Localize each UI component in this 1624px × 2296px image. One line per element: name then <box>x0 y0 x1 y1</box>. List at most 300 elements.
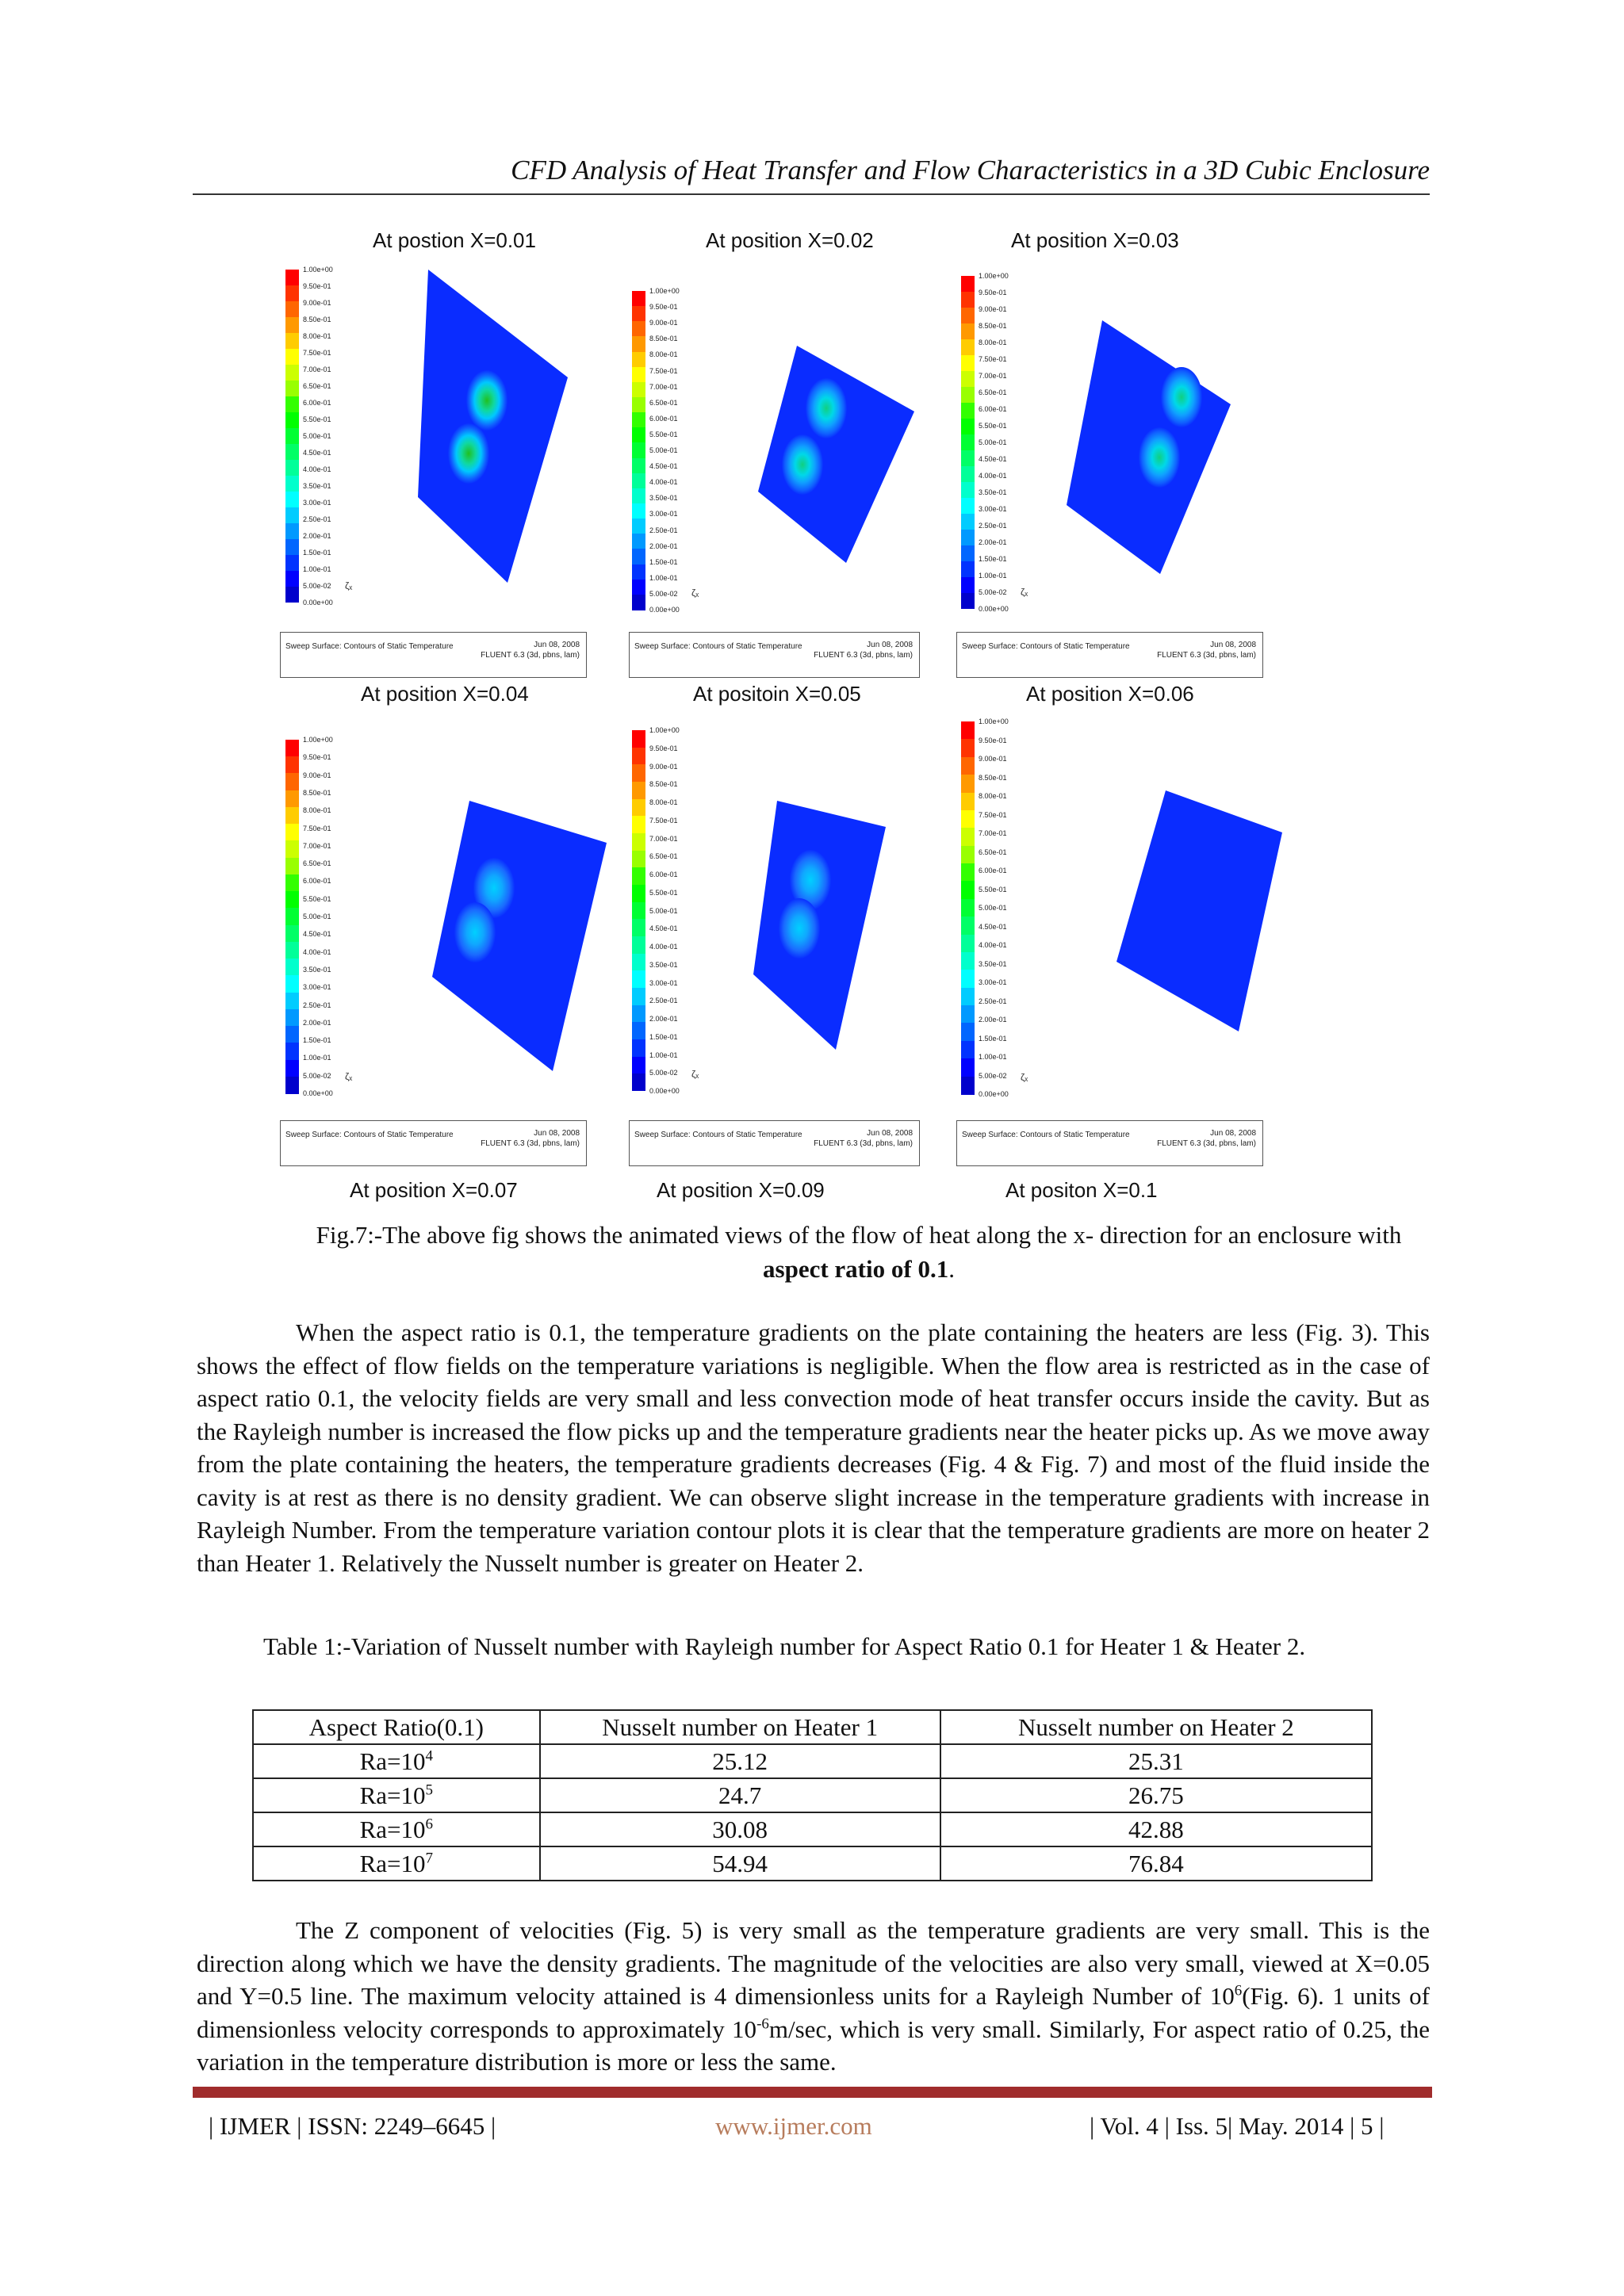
colorbar-segment <box>285 555 299 571</box>
table-row <box>253 1846 1372 1881</box>
colorbar-segment <box>632 519 645 534</box>
colorbar-segment <box>285 301 299 317</box>
colorbar-tick-label: 9.00e-01 <box>979 305 1007 313</box>
colorbar-tick-label: 5.00e-01 <box>303 913 331 920</box>
heater-hotspot <box>1161 367 1202 427</box>
colorbar-segment <box>961 1023 975 1041</box>
colorbar-tick-label: 9.50e-01 <box>979 289 1007 297</box>
colorbar-segment <box>632 352 645 368</box>
colorbar-segment <box>632 782 645 799</box>
colorbar-tick-label: 4.00e-01 <box>979 472 1007 480</box>
colorbar-tick-label: 1.00e-01 <box>649 1050 678 1059</box>
colorbar-tick-label: 6.00e-01 <box>303 399 331 407</box>
footer-journal: | IJMER | ISSN: 2249–6645 | <box>209 2112 496 2140</box>
colorbar-segment <box>632 564 645 580</box>
colorbar-tick-label: 5.50e-01 <box>649 888 678 897</box>
colorbar-segment <box>632 851 645 868</box>
colorbar-segment <box>961 1077 975 1095</box>
colorbar-tick-label: 1.00e+00 <box>649 726 680 734</box>
info-solver: FLUENT 6.3 (3d, pbns, lam) <box>814 651 913 660</box>
colorbar-tick-label: 5.50e-01 <box>303 894 331 903</box>
panel-position-label: At positoin X=0.05 <box>693 682 861 706</box>
heater-hotspot <box>466 370 508 430</box>
colorbar-segment <box>961 355 975 371</box>
colorbar-tick-label: 9.00e-01 <box>979 755 1007 763</box>
colorbar-segment <box>285 365 299 381</box>
caption-text: Fig.7:-The above fig shows the animated views of the flow of heat along the x- direction for an enclosure with <box>316 1221 1402 1249</box>
panel-position-label: At position X=0.07 <box>350 1178 518 1202</box>
colorbar-segment <box>285 756 299 774</box>
colorbar-segment <box>632 534 645 549</box>
colorbar-segment <box>632 595 645 610</box>
colorbar-segment <box>285 460 299 476</box>
colorbar-segment <box>632 291 645 307</box>
colorbar-segment <box>961 935 975 953</box>
colorbar-tick-label: 3.00e-01 <box>303 499 331 507</box>
caption-bold: aspect ratio of 0.1 <box>763 1255 949 1283</box>
colorbar-segment <box>961 828 975 846</box>
colorbar <box>961 721 975 1094</box>
colorbar-segment <box>632 306 645 322</box>
colorbar-segment <box>285 1077 299 1094</box>
colorbar-segment <box>632 764 645 782</box>
colorbar-tick-label: 5.00e-01 <box>649 446 678 454</box>
table-cell-ra <box>253 1812 540 1846</box>
fluent-info-box <box>956 1120 1263 1166</box>
colorbar-tick-label: 6.00e-01 <box>649 414 678 423</box>
colorbar-tick-label: 4.50e-01 <box>649 462 678 471</box>
panel-position-label: At position X=0.04 <box>361 682 529 706</box>
colorbar-segment <box>632 503 645 519</box>
colorbar-tick-label: 6.50e-01 <box>303 859 331 868</box>
colorbar-tick-label: 2.00e-01 <box>303 1018 331 1027</box>
paragraph-2-part-b: (Fig. 6). 1 units of dimensionless velocity corresponds to approximately 10 <box>197 1982 1430 2043</box>
colorbar-tick-label: 8.50e-01 <box>979 322 1007 330</box>
colorbar-tick-label: 6.00e-01 <box>649 871 678 878</box>
colorbar-segment <box>961 450 975 466</box>
info-date: Jun 08, 2008 <box>867 1129 913 1138</box>
colorbar-tick-label: 1.50e-01 <box>649 557 678 566</box>
colorbar-segment <box>961 863 975 882</box>
colorbar-tick-label: 3.50e-01 <box>979 959 1007 968</box>
colorbar-tick-label: 7.00e-01 <box>979 829 1007 837</box>
ra-base: Ra=10 <box>359 1850 426 1877</box>
colorbar-tick-label: 1.00e+00 <box>649 287 680 295</box>
colorbar-tick-label: 5.00e-01 <box>979 904 1007 912</box>
colorbar-tick-label: 8.00e-01 <box>979 339 1007 346</box>
colorbar-segment <box>285 975 299 993</box>
nusselt-table <box>252 1709 1373 1881</box>
colorbar-segment <box>285 891 299 909</box>
colorbar-tick-label: 1.00e+00 <box>979 272 1009 280</box>
colorbar-segment <box>961 482 975 498</box>
colorbar-tick-label: 2.00e-01 <box>303 532 331 540</box>
colorbar-tick-label: 7.00e-01 <box>649 834 678 843</box>
colorbar-tick-label: 7.00e-01 <box>303 365 331 373</box>
table-cell-heater1: 54.94 <box>540 1846 940 1881</box>
colorbar-segment <box>285 381 299 396</box>
colorbar-tick-label: 4.00e-01 <box>649 943 678 951</box>
heater-hotspot <box>779 898 820 959</box>
colorbar-segment <box>961 419 975 434</box>
fluent-info-box <box>280 1120 587 1166</box>
colorbar <box>961 276 975 609</box>
colorbar-tick-label: 5.00e-02 <box>303 1071 331 1080</box>
colorbar-segment <box>961 1041 975 1059</box>
ra-exponent: 5 <box>425 1781 433 1799</box>
colorbar-segment <box>632 919 645 936</box>
colorbar-segment <box>285 539 299 555</box>
colorbar-tick-label: 2.00e-01 <box>979 1016 1007 1024</box>
colorbar-segment <box>632 1073 645 1091</box>
enclosure-plate <box>758 346 914 563</box>
colorbar-segment <box>961 530 975 545</box>
colorbar-segment <box>961 793 975 811</box>
colorbar-tick-label: 2.50e-01 <box>303 515 331 523</box>
colorbar-segment <box>632 970 645 988</box>
colorbar-segment <box>285 942 299 959</box>
colorbar-segment <box>285 840 299 858</box>
table-cell-heater2: 76.84 <box>940 1846 1372 1881</box>
colorbar-segment <box>961 1005 975 1024</box>
ra-exponent: 7 <box>425 1850 433 1867</box>
colorbar-tick-label: 1.50e-01 <box>303 549 331 557</box>
table-cell-heater2: 42.88 <box>940 1812 1372 1846</box>
colorbar-segment <box>632 488 645 504</box>
panel-position-label: At postion X=0.01 <box>373 228 536 252</box>
colorbar-tick-label: 7.00e-01 <box>303 841 331 850</box>
colorbar-tick-label: 1.50e-01 <box>303 1036 331 1045</box>
ra-base: Ra=10 <box>359 1781 426 1809</box>
colorbar-tick-label: 4.00e-01 <box>979 941 1007 949</box>
table-cell-heater1: 30.08 <box>540 1812 940 1846</box>
colorbar-tick-label: 0.00e+00 <box>979 1090 1009 1098</box>
fluent-info-box <box>629 1120 920 1166</box>
table-header-cell: Nusselt number on Heater 2 <box>940 1710 1372 1744</box>
colorbar-segment <box>285 925 299 943</box>
colorbar-tick-label: 6.50e-01 <box>649 852 678 861</box>
figure-caption <box>284 1218 1434 1286</box>
info-date: Jun 08, 2008 <box>534 641 580 649</box>
colorbar-tick-label: 7.50e-01 <box>303 824 331 832</box>
colorbar-segment <box>632 885 645 902</box>
colorbar-segment <box>961 323 975 339</box>
info-surface-label: Sweep Surface: Contours of Static Temperature <box>634 1131 802 1139</box>
panel-position-label: At position X=0.03 <box>1011 228 1179 252</box>
colorbar-segment <box>632 902 645 920</box>
colorbar-segment <box>961 387 975 403</box>
colorbar-segment <box>632 1057 645 1074</box>
colorbar-tick-label: 7.50e-01 <box>649 816 678 825</box>
colorbar-tick-label: 5.50e-01 <box>979 885 1007 894</box>
info-surface-label: Sweep Surface: Contours of Static Temperature <box>285 1131 454 1139</box>
colorbar-segment <box>961 970 975 988</box>
heater-hotspot <box>454 902 496 962</box>
info-surface-label: Sweep Surface: Contours of Static Temperature <box>634 642 802 651</box>
colorbar-tick-label: 0.00e+00 <box>649 606 680 614</box>
colorbar-segment <box>961 292 975 308</box>
colorbar-segment <box>632 1005 645 1023</box>
colorbar-segment <box>285 1026 299 1043</box>
colorbar-segment <box>632 458 645 474</box>
colorbar-tick-label: 6.50e-01 <box>303 382 331 390</box>
colorbar-segment <box>285 523 299 539</box>
colorbar-tick-label: 3.50e-01 <box>649 960 678 969</box>
colorbar-segment <box>632 321 645 337</box>
colorbar-tick-label: 9.50e-01 <box>979 736 1007 744</box>
fluent-info-box <box>280 632 587 678</box>
heater-hotspot <box>790 850 831 910</box>
colorbar-tick-label: 5.00e-02 <box>649 1069 678 1077</box>
info-solver: FLUENT 6.3 (3d, pbns, lam) <box>481 651 580 660</box>
colorbar-tick-label: 9.00e-01 <box>649 762 678 771</box>
colorbar-tick-label: 1.00e+00 <box>303 266 333 274</box>
colorbar-tick-label: 3.50e-01 <box>979 488 1007 496</box>
info-surface-label: Sweep Surface: Contours of Static Temperature <box>962 1131 1130 1139</box>
axis-triad-icon: ζₓ <box>691 1069 699 1080</box>
colorbar-segment <box>961 881 975 899</box>
colorbar-tick-label: 8.00e-01 <box>979 792 1007 800</box>
colorbar-tick-label: 3.50e-01 <box>303 482 331 490</box>
colorbar-tick-label: 6.50e-01 <box>649 398 678 407</box>
caption-end: . <box>948 1255 955 1283</box>
colorbar-tick-label: 9.50e-01 <box>649 744 678 752</box>
colorbar-segment <box>961 308 975 323</box>
colorbar-segment <box>285 858 299 875</box>
header-rule <box>193 193 1430 195</box>
colorbar-tick-label: 2.00e-01 <box>649 1015 678 1023</box>
colorbar-segment <box>961 846 975 864</box>
info-solver: FLUENT 6.3 (3d, pbns, lam) <box>1157 651 1256 660</box>
heater-hotspot <box>473 858 515 918</box>
colorbar-segment <box>632 988 645 1005</box>
colorbar-tick-label: 1.00e-01 <box>649 573 678 582</box>
table-cell-ra <box>253 1744 540 1778</box>
colorbar-tick-label: 9.50e-01 <box>303 282 331 290</box>
colorbar-tick-label: 6.50e-01 <box>979 848 1007 856</box>
colorbar-tick-label: 1.00e-01 <box>979 1053 1007 1061</box>
colorbar-tick-label: 5.00e-01 <box>979 438 1007 446</box>
enclosure-plate <box>1116 790 1282 1031</box>
colorbar-tick-label: 2.50e-01 <box>649 526 678 534</box>
colorbar-segment <box>632 748 645 765</box>
table-cell-heater1: 24.7 <box>540 1778 940 1812</box>
colorbar-tick-label: 3.50e-01 <box>649 494 678 503</box>
colorbar-tick-label: 7.00e-01 <box>979 372 1007 380</box>
table-row <box>253 1778 1372 1812</box>
colorbar-tick-label: 8.00e-01 <box>649 798 678 806</box>
colorbar-segment <box>961 434 975 450</box>
colorbar-segment <box>961 545 975 561</box>
colorbar-segment <box>632 833 645 851</box>
colorbar-tick-label: 0.00e+00 <box>303 599 333 607</box>
table-row <box>253 1812 1372 1846</box>
info-solver: FLUENT 6.3 (3d, pbns, lam) <box>1157 1139 1256 1148</box>
colorbar <box>632 291 645 610</box>
colorbar-segment <box>632 954 645 971</box>
colorbar-tick-label: 1.00e-01 <box>979 572 1007 580</box>
colorbar-tick-label: 8.50e-01 <box>649 335 678 343</box>
table-cell-heater1: 25.12 <box>540 1744 940 1778</box>
enclosure-plate <box>432 801 607 1071</box>
colorbar-tick-label: 8.50e-01 <box>979 773 1007 782</box>
colorbar-tick-label: 3.00e-01 <box>979 505 1007 513</box>
colorbar-tick-label: 0.00e+00 <box>303 1089 333 1097</box>
colorbar <box>285 740 299 1093</box>
colorbar-tick-label: 1.00e+00 <box>979 718 1009 725</box>
colorbar-segment <box>285 807 299 825</box>
colorbar-tick-label: 5.00e-01 <box>649 906 678 915</box>
colorbar-segment <box>285 824 299 841</box>
colorbar-tick-label: 7.00e-01 <box>649 382 678 391</box>
colorbar-tick-label: 2.00e-01 <box>649 541 678 550</box>
colorbar-tick-label: 1.00e-01 <box>303 565 331 573</box>
colorbar-tick-label: 1.00e+00 <box>303 736 333 744</box>
colorbar-tick-label: 4.50e-01 <box>303 930 331 939</box>
colorbar-segment <box>285 333 299 349</box>
table-row <box>253 1744 1372 1778</box>
colorbar-segment <box>285 476 299 492</box>
axis-triad-icon: ζₓ <box>345 580 353 591</box>
colorbar-tick-label: 9.00e-01 <box>303 771 331 779</box>
colorbar-segment <box>961 276 975 292</box>
colorbar-segment <box>632 382 645 398</box>
colorbar-segment <box>961 916 975 935</box>
colorbar-segment <box>961 988 975 1006</box>
colorbar-segment <box>285 396 299 412</box>
colorbar-segment <box>961 810 975 828</box>
colorbar-segment <box>285 993 299 1010</box>
info-date: Jun 08, 2008 <box>867 641 913 649</box>
axis-triad-icon: ζₓ <box>1021 1072 1028 1083</box>
exponent-minus-6: -6 <box>756 2015 769 2033</box>
colorbar-tick-label: 6.00e-01 <box>303 877 331 886</box>
colorbar-tick-label: 2.50e-01 <box>303 1001 331 1009</box>
table-header-cell: Nusselt number on Heater 1 <box>540 1710 940 1744</box>
colorbar-segment <box>285 587 299 603</box>
panel-position-label: At positon X=0.1 <box>1005 1178 1158 1202</box>
info-surface-label: Sweep Surface: Contours of Static Temperature <box>962 642 1130 651</box>
colorbar-segment <box>285 773 299 790</box>
colorbar-tick-label: 8.00e-01 <box>303 332 331 340</box>
colorbar-tick-label: 1.50e-01 <box>649 1032 678 1041</box>
colorbar-tick-label: 9.00e-01 <box>649 319 678 327</box>
colorbar-segment <box>285 317 299 333</box>
colorbar-segment <box>961 561 975 577</box>
colorbar-segment <box>961 514 975 530</box>
colorbar-tick-label: 0.00e+00 <box>979 605 1009 613</box>
table-header-row <box>253 1710 1372 1744</box>
info-surface-label: Sweep Surface: Contours of Static Temperature <box>285 642 454 651</box>
enclosure-plate <box>1067 320 1231 574</box>
colorbar-tick-label: 4.00e-01 <box>303 947 331 956</box>
colorbar-segment <box>961 371 975 387</box>
footer-url-link[interactable]: www.ijmer.com <box>715 2112 872 2140</box>
panel-position-label: At position X=0.06 <box>1026 682 1194 706</box>
heater-hotspot <box>806 378 847 438</box>
colorbar-tick-label: 8.00e-01 <box>649 350 678 359</box>
colorbar-segment <box>285 349 299 365</box>
colorbar-tick-label: 2.50e-01 <box>649 997 678 1005</box>
colorbar-segment <box>632 730 645 748</box>
colorbar-tick-label: 1.50e-01 <box>979 1034 1007 1043</box>
colorbar-segment <box>632 412 645 428</box>
colorbar-tick-label: 5.00e-01 <box>303 432 331 440</box>
heater-hotspot <box>448 423 489 484</box>
colorbar-segment <box>285 959 299 976</box>
colorbar-tick-label: 2.50e-01 <box>979 997 1007 1005</box>
info-date: Jun 08, 2008 <box>534 1129 580 1138</box>
colorbar-tick-label: 9.50e-01 <box>303 753 331 762</box>
running-header: CFD Analysis of Heat Transfer and Flow Characteristics in a 3D Cubic Enclosure <box>511 155 1430 186</box>
colorbar-tick-label: 4.50e-01 <box>649 924 678 933</box>
colorbar-tick-label: 3.50e-01 <box>303 965 331 974</box>
axis-triad-icon: ζₓ <box>691 587 699 599</box>
colorbar-segment <box>285 790 299 808</box>
colorbar-segment <box>285 1043 299 1060</box>
table-header-cell: Aspect Ratio(0.1) <box>253 1710 540 1744</box>
colorbar-tick-label: 4.50e-01 <box>979 455 1007 463</box>
axis-triad-icon: ζₓ <box>1021 587 1028 598</box>
colorbar-tick-label: 1.00e-01 <box>303 1054 331 1062</box>
colorbar-segment <box>961 339 975 355</box>
colorbar-tick-label: 5.50e-01 <box>979 422 1007 430</box>
table-cell-ra <box>253 1846 540 1881</box>
colorbar-tick-label: 6.00e-01 <box>979 405 1007 413</box>
colorbar-segment <box>961 775 975 793</box>
colorbar-segment <box>632 336 645 352</box>
colorbar-segment <box>285 428 299 444</box>
colorbar-tick-label: 4.00e-01 <box>303 465 331 473</box>
colorbar-tick-label: 5.50e-01 <box>649 430 678 438</box>
colorbar-segment <box>632 549 645 564</box>
colorbar-segment <box>632 442 645 458</box>
enclosure-plate <box>418 270 568 583</box>
colorbar-tick-label: 8.50e-01 <box>303 316 331 323</box>
colorbar-segment <box>961 577 975 593</box>
colorbar-segment <box>961 739 975 757</box>
paragraph-2-part-a: The Z component of velocities (Fig. 5) is very small as the temperature gradients are very small. This is the direction along which we have the density gradients. The magnitude of the velocities are also very small, viewed at X=0.05 and Y=0.5 line. The maximum velocity attained is 4 dimensionless units for a Rayleigh Number of 10 <box>197 1916 1430 2010</box>
colorbar-segment <box>285 1009 299 1027</box>
colorbar-tick-label: 6.00e-01 <box>979 867 1007 874</box>
colorbar-segment <box>961 466 975 482</box>
colorbar-segment <box>961 403 975 419</box>
footer-bar <box>193 2087 1432 2098</box>
enclosure-plate <box>753 801 886 1050</box>
colorbar-segment <box>632 936 645 954</box>
colorbar-segment <box>285 412 299 428</box>
colorbar-segment <box>632 816 645 833</box>
colorbar-tick-label: 4.50e-01 <box>979 922 1007 931</box>
colorbar-segment <box>632 427 645 443</box>
colorbar-tick-label: 1.50e-01 <box>979 555 1007 563</box>
colorbar-segment <box>285 874 299 892</box>
table-cell-ra <box>253 1778 540 1812</box>
colorbar-segment <box>285 507 299 523</box>
exponent-6: 6 <box>1234 1982 1243 1999</box>
colorbar-tick-label: 4.50e-01 <box>303 449 331 457</box>
heater-hotspot <box>782 434 823 495</box>
colorbar-tick-label: 3.00e-01 <box>979 978 1007 986</box>
colorbar <box>285 270 299 603</box>
paragraph-1: When the aspect ratio is 0.1, the temperature gradients on the plate containing the heaters are less (Fig. 3). This shows the effect of flow fields on the temperature variations is negligible. When the flow area is restricted as in the case of aspect ratio 0.1, the velocity fields are very small and less convection mode of heat transfer occurs inside the cavity. But as the Rayleigh number is increased the flow picks up and the temperature gradients near the heater picks up. As we move away from the plate containing the heaters, the temperature gradients decreases (Fig. 4 & Fig. 7) and most of the fluid inside the cavity is at rest as there is no density gradient. We can observe slight increase in the temperature gradients with increase in Rayleigh Number. From the temperature variation contour plots it is clear that the temperature gradients are more on heater 2 than Heater 1. Relatively the Nusselt number is greater on Heater 2. <box>197 1318 1430 1577</box>
colorbar-segment <box>961 721 975 740</box>
colorbar-segment <box>961 593 975 609</box>
colorbar-segment <box>632 1022 645 1039</box>
colorbar-segment <box>632 867 645 885</box>
colorbar-tick-label: 7.50e-01 <box>303 349 331 357</box>
colorbar-segment <box>285 444 299 460</box>
